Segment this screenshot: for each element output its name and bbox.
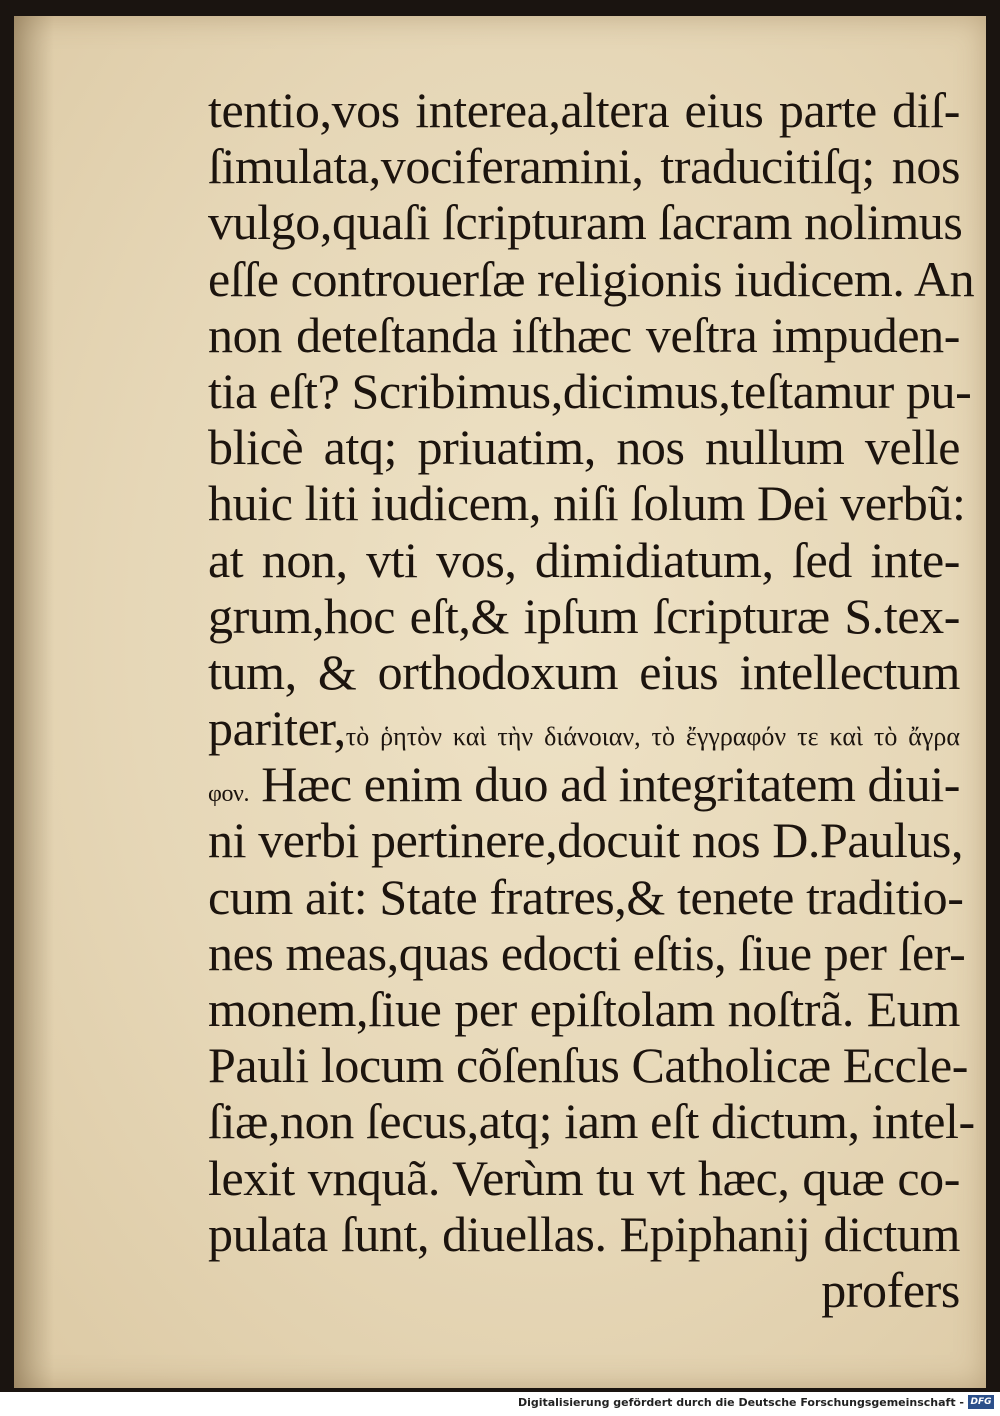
text-line: tum, & orthodoxum eius intellectum — [208, 643, 960, 700]
greek-text-line — [208, 700, 960, 756]
funding-credit: Digitalisierung gefördert durch die Deutsche Forschungsgemeinschaft - — [517, 1396, 964, 1409]
text-line: cum ait: State fratres,& tenete traditio- — [208, 868, 964, 925]
text-line: tentio,vos interea,altera eius parte diſ- — [208, 82, 960, 138]
text-line: vulgo,quaſi ſcripturam ſacram nolimus — [208, 194, 963, 251]
text-line: non deteſtanda iſthæc veſtra impuden- — [208, 306, 960, 363]
text-line: Pauli locum cõſenſus Catholicæ Eccle- — [208, 1037, 969, 1094]
text-line: monem,ſiue per epiſtolam noſtrã. Eum — [208, 981, 960, 1037]
text-line: eſſe controuerſæ religionis iudicem. An — [208, 250, 975, 307]
latin-continuation: Hæc enim duo ad integritatem diui- — [249, 756, 960, 813]
book-page — [14, 16, 986, 1388]
text-line: at non, vti vos, dimidiatum, ſed inte- — [208, 531, 960, 588]
mixed-text-line — [208, 756, 960, 812]
greek-quotation: τὸ ῥητὸν καὶ τὴν διάνοιαν, τὸ ἔγγραφόν τε καὶ τὸ ἄγρα — [345, 722, 960, 752]
text-line: grum,hoc eſt,& ipſum ſcripturæ S.tex- — [208, 587, 960, 644]
text-line: nes meas,quas edocti eſtis, ſiue per ſer- — [208, 924, 966, 981]
text-line: lexit vnquã. Verùm tu vt hæc, quæ co- — [208, 1149, 960, 1206]
text-line: tia eſt? Scribimus,dicimus,teſtamur pu- — [208, 362, 972, 419]
text-line: huic liti iudicem, niſi ſolum Dei verbũ: — [208, 475, 966, 532]
text-line: ſiæ,non ſecus,atq; iam eſt dictum, intel- — [208, 1093, 975, 1150]
dfg-logo: DFG — [968, 1395, 994, 1409]
page-text-block — [208, 82, 975, 1318]
text-line: blicè atq; priuatim, nos nullum velle — [208, 419, 960, 476]
text-line: pulata ſunt, diuellas. Epiphanij dictum — [208, 1205, 960, 1262]
text-line: ni verbi pertinere,docuit nos D.Paulus, — [208, 812, 964, 869]
digitization-footer — [0, 1392, 1000, 1416]
greek-fragment: φον. — [208, 781, 250, 808]
page-gutter-shadow — [14, 16, 54, 1388]
text-line: ſimulata,vociferamini, traducitiſq; nos — [208, 138, 960, 195]
catchword: profers — [821, 1261, 960, 1318]
greek-line-lead: pariter, — [208, 700, 346, 757]
